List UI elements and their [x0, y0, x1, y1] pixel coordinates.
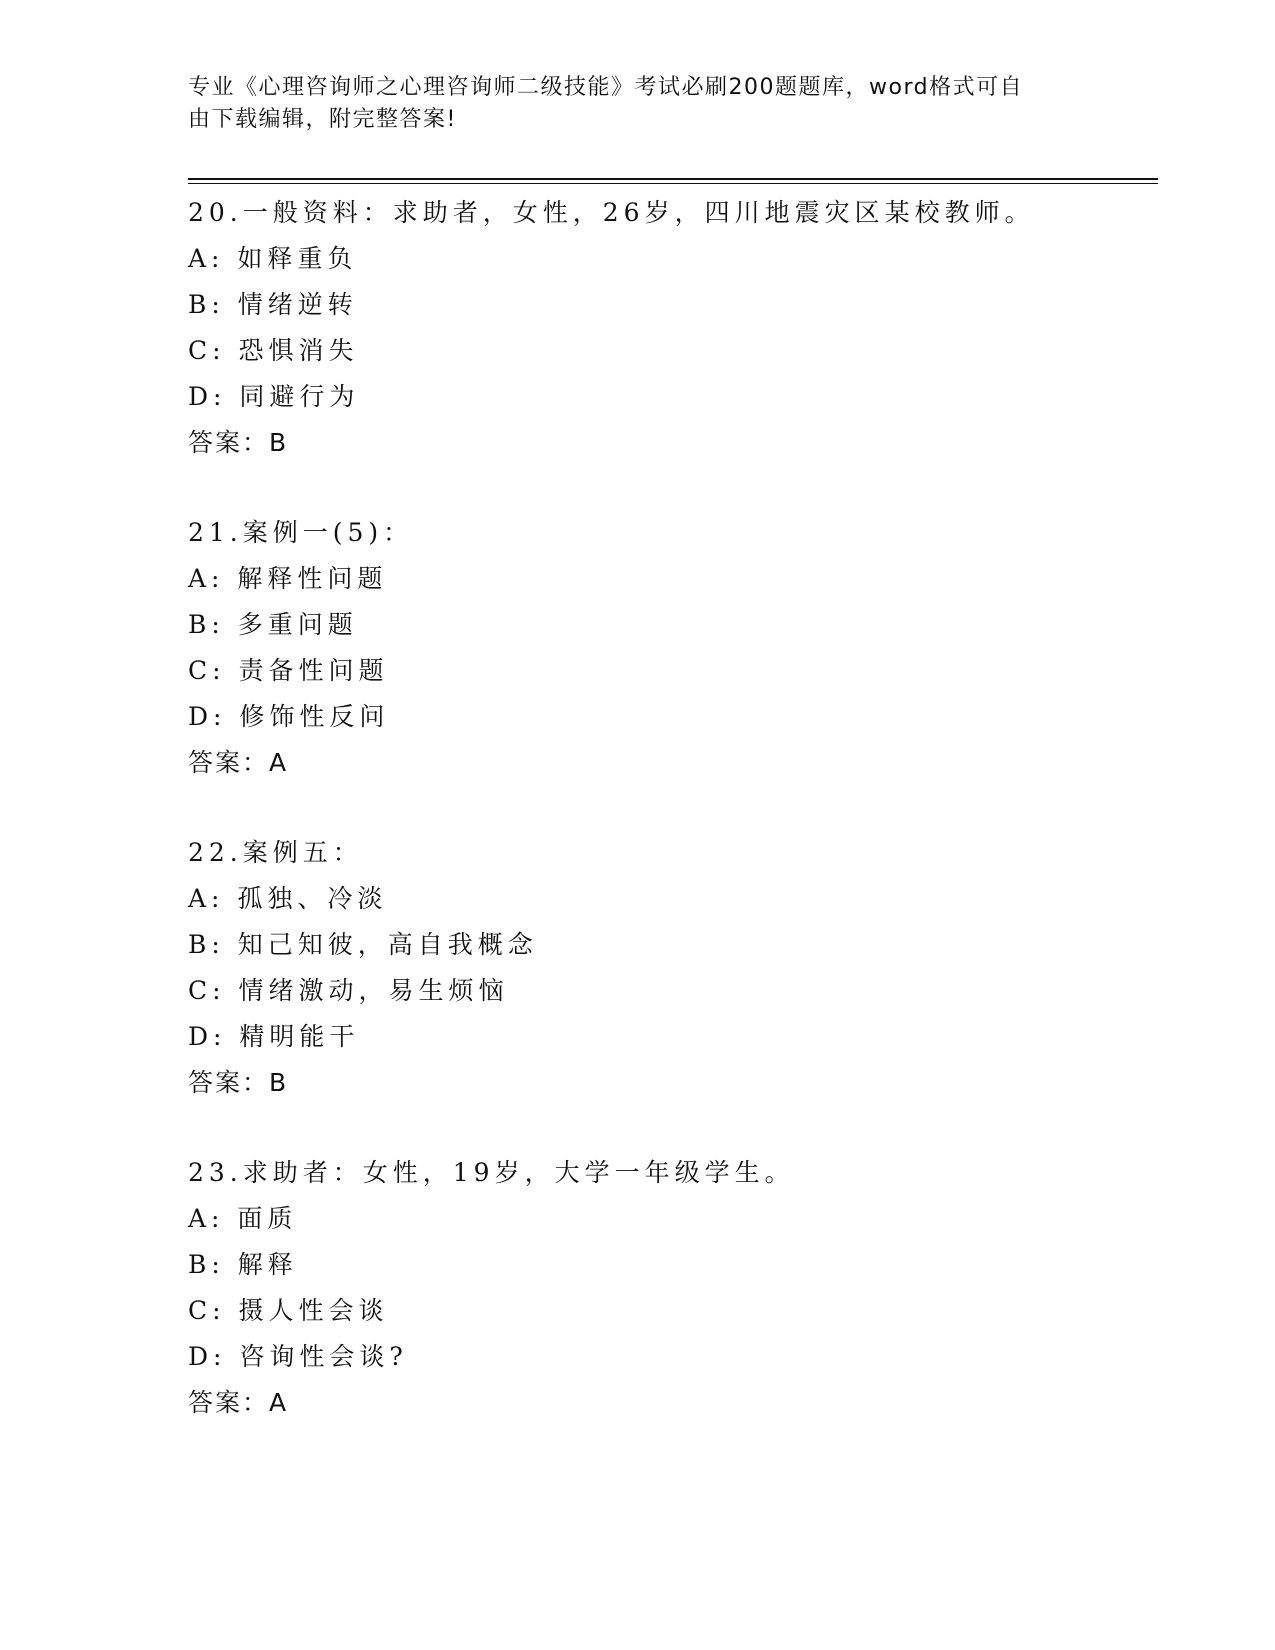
option-b: B: 多重问题	[188, 610, 358, 639]
option-a: A: 孤独、冷淡	[188, 884, 388, 913]
option-a: A: 解释性问题	[188, 564, 388, 593]
option-c: C: 责备性问题	[188, 656, 389, 685]
answer-line: 答案：A	[188, 1388, 289, 1417]
question-22	[188, 830, 1168, 1106]
option-c: C: 情绪激动，易生烦恼	[188, 976, 509, 1005]
document-header	[188, 72, 1068, 136]
option-c: C: 恐惧消失	[188, 336, 359, 365]
option-d: D: 同避行为	[188, 382, 360, 411]
answer-line: 答案：B	[188, 1068, 289, 1097]
option-c: C: 摄人性会谈	[188, 1296, 389, 1325]
question-20	[188, 190, 1168, 466]
header-line-1: 专业《心理咨询师之心理咨询师二级技能》考试必刷200题题库，word格式可自	[188, 75, 1024, 100]
option-d: D: 咨询性会谈?	[188, 1342, 408, 1371]
option-b: B: 知己知彼，高自我概念	[188, 930, 538, 959]
option-a: A: 面质	[188, 1204, 298, 1233]
question-stem: 21.案例一(5)：	[188, 518, 414, 547]
option-b: B: 解释	[188, 1250, 298, 1279]
answer-line: 答案：A	[188, 748, 289, 777]
header-line-2: 由下载编辑，附完整答案!	[188, 107, 457, 132]
question-21	[188, 510, 1168, 786]
question-stem: 23.求助者：女性，19岁，大学一年级学生。	[188, 1158, 795, 1187]
answer-line: 答案：B	[188, 428, 289, 457]
option-d: D: 修饰性反问	[188, 702, 390, 731]
option-b: B: 情绪逆转	[188, 290, 358, 319]
question-stem: 20.一般资料：求助者，女性，26岁，四川地震灾区某校教师。	[188, 198, 1035, 227]
header-divider-thin	[188, 183, 1158, 184]
option-d: D: 精明能干	[188, 1022, 360, 1051]
option-a: A: 如释重负	[188, 244, 358, 273]
header-divider-thick	[188, 178, 1158, 180]
question-stem: 22.案例五：	[188, 838, 363, 867]
question-23	[188, 1150, 1168, 1426]
